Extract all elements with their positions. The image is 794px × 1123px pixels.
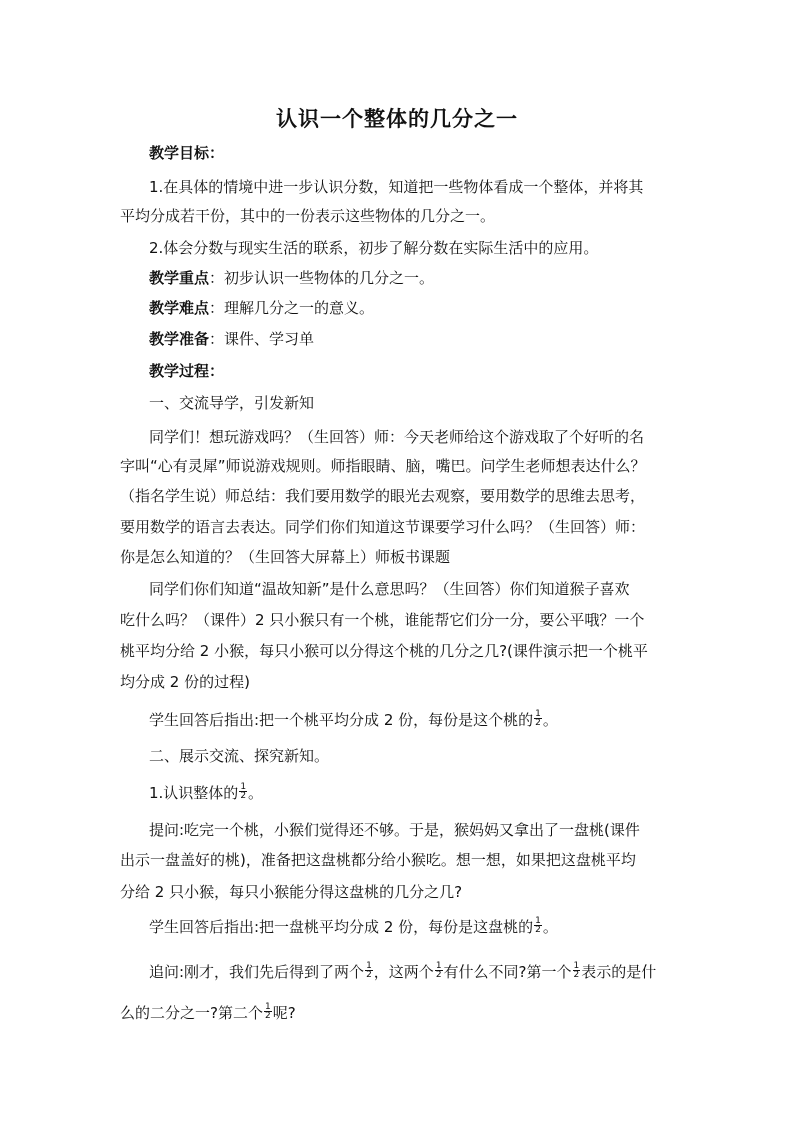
fraction-denominator: 2 — [573, 970, 580, 980]
fraction-one-half — [534, 710, 542, 727]
paragraph-6-text-b: ，这两个 — [373, 963, 434, 981]
paragraph-4-line-3: 分给 2 只小猴，每只小猴能分得这盘桃的几分之几? — [120, 883, 463, 901]
preparation-label: 教学准备 — [149, 330, 210, 348]
paragraph-1-line-4: 要用数学的语言去表达。同学们你们知道这节课要学习什么吗？（生回答）师： — [120, 518, 646, 536]
paragraph-1-line-2: 字叫“心有灵犀”师说游戏规则。师指眼睛、脑，嘴巴。问学生老师想表达什么？ — [120, 457, 646, 475]
paragraph-6 — [149, 962, 656, 982]
fraction-one-half — [534, 917, 542, 934]
fraction-one-half — [573, 962, 581, 979]
section-1-heading: 一、交流导学，引发新知 — [149, 394, 315, 412]
fraction-one-half — [435, 962, 443, 979]
subsection-1-heading — [149, 783, 263, 803]
paragraph-7 — [120, 1003, 296, 1023]
paragraph-1-line-1: 同学们！想玩游戏吗？（生回答）师：今天老师给这个游戏取了个好听的名 — [149, 428, 645, 446]
fraction-denominator: 2 — [366, 970, 372, 980]
paragraph-5-text: 学生回答后指出:把一盘桃平均分成 2 份，每份是这盘桃的 — [149, 918, 534, 936]
paragraph-6-text-c: 有什么不同?第一个 — [443, 963, 572, 981]
paragraph-6-text-a: 追问:刚才，我们先后得到了两个 — [149, 963, 365, 981]
preparation-text: ：课件、学习单 — [209, 330, 315, 348]
fraction-denominator: 2 — [535, 718, 541, 728]
goal-1-line-1: 1.在具体的情境中进一步认识分数，知道把一些物体看成一个整体，并将其 — [149, 178, 644, 196]
paragraph-1-line-3: （指名学生说）师总结：我们要用数学的眼光去观察，要用数学的思维去思考， — [120, 487, 646, 505]
fraction-numerator: 1 — [535, 916, 541, 926]
paragraph-5 — [149, 917, 558, 937]
goal-2: 2.体会分数与现实生活的联系，初步了解分数在实际生活中的应用。 — [149, 239, 599, 257]
fraction-denominator: 2 — [264, 1011, 271, 1021]
paragraph-6-text-d: 表示的是什 — [581, 963, 657, 981]
paragraph-2-line-4: 均分成 2 份的过程) — [120, 673, 250, 691]
paragraph-2-line-3: 桃平均分给 2 小猴，每只小猴可以分得这个桃的几分之几?(课件演示把一个桃平 — [120, 642, 648, 660]
difficulty-line — [149, 298, 374, 318]
fraction-numerator: 1 — [435, 961, 442, 971]
paragraph-5-end: 。 — [542, 918, 558, 936]
difficulty-text: ：理解几分之一的意义。 — [209, 299, 375, 317]
key-point-text: ：初步认识一些物体的几分之一。 — [209, 269, 435, 287]
paragraph-4-line-1: 提问:吃完一个桃，小猴们觉得还不够。于是，猴妈妈又拿出了一盘桃(课件 — [149, 821, 640, 839]
fraction-denominator: 2 — [535, 925, 541, 935]
preparation-line — [149, 329, 314, 349]
fraction-denominator: 2 — [435, 970, 442, 980]
fraction-numerator: 1 — [535, 709, 541, 719]
fraction-denominator: 2 — [240, 791, 247, 801]
paragraph-7-text-a: 么的二分之一?第二个 — [120, 1004, 263, 1022]
difficulty-label: 教学难点 — [149, 299, 210, 317]
goal-1-line-2: 平均分成若干份，其中的一份表示这些物体的几分之一。 — [120, 207, 496, 225]
paragraph-2-line-2: 吃什么吗？（课件）2 只小猴只有一个桃，谁能帮它们分一分，要公平哦？一个 — [120, 611, 645, 629]
paragraph-3 — [149, 710, 558, 730]
key-point-label: 教学重点 — [149, 269, 210, 287]
paragraph-2-line-1: 同学们你们知道“温故知新”是什么意思吗？（生回答）你们知道猴子喜欢 — [149, 580, 630, 598]
process-heading: 教学过程： — [149, 362, 225, 380]
page-title: 认识一个整体的几分之一 — [276, 107, 518, 131]
fraction-one-half — [239, 783, 247, 800]
fraction-one-half — [365, 962, 373, 979]
paragraph-7-text-b: 呢? — [272, 1004, 296, 1022]
fraction-numerator: 1 — [573, 961, 580, 971]
fraction-numerator: 1 — [366, 961, 372, 971]
paragraph-1-line-5: 你是怎么知道的？（生回答大屏幕上）师板书课题 — [120, 548, 451, 566]
paragraph-3-end: 。 — [542, 711, 558, 729]
subsection-1-text: 1.认识整体的 — [149, 784, 239, 802]
paragraph-3-text: 学生回答后指出:把一个桃平均分成 2 份，每份是这个桃的 — [149, 711, 534, 729]
subsection-1-end: 。 — [248, 784, 264, 802]
paragraph-4-line-2: 出示一盘盖好的桃)，准备把这盘桃都分给小猴吃。想一想，如果把这盘桃平均 — [120, 851, 636, 869]
fraction-numerator: 1 — [264, 1002, 271, 1012]
section-2-heading: 二、展示交流、探究新知。 — [149, 747, 330, 765]
goals-heading: 教学目标： — [149, 144, 225, 162]
key-point-line — [149, 268, 434, 288]
fraction-numerator: 1 — [240, 782, 247, 792]
fraction-one-half — [264, 1003, 272, 1020]
